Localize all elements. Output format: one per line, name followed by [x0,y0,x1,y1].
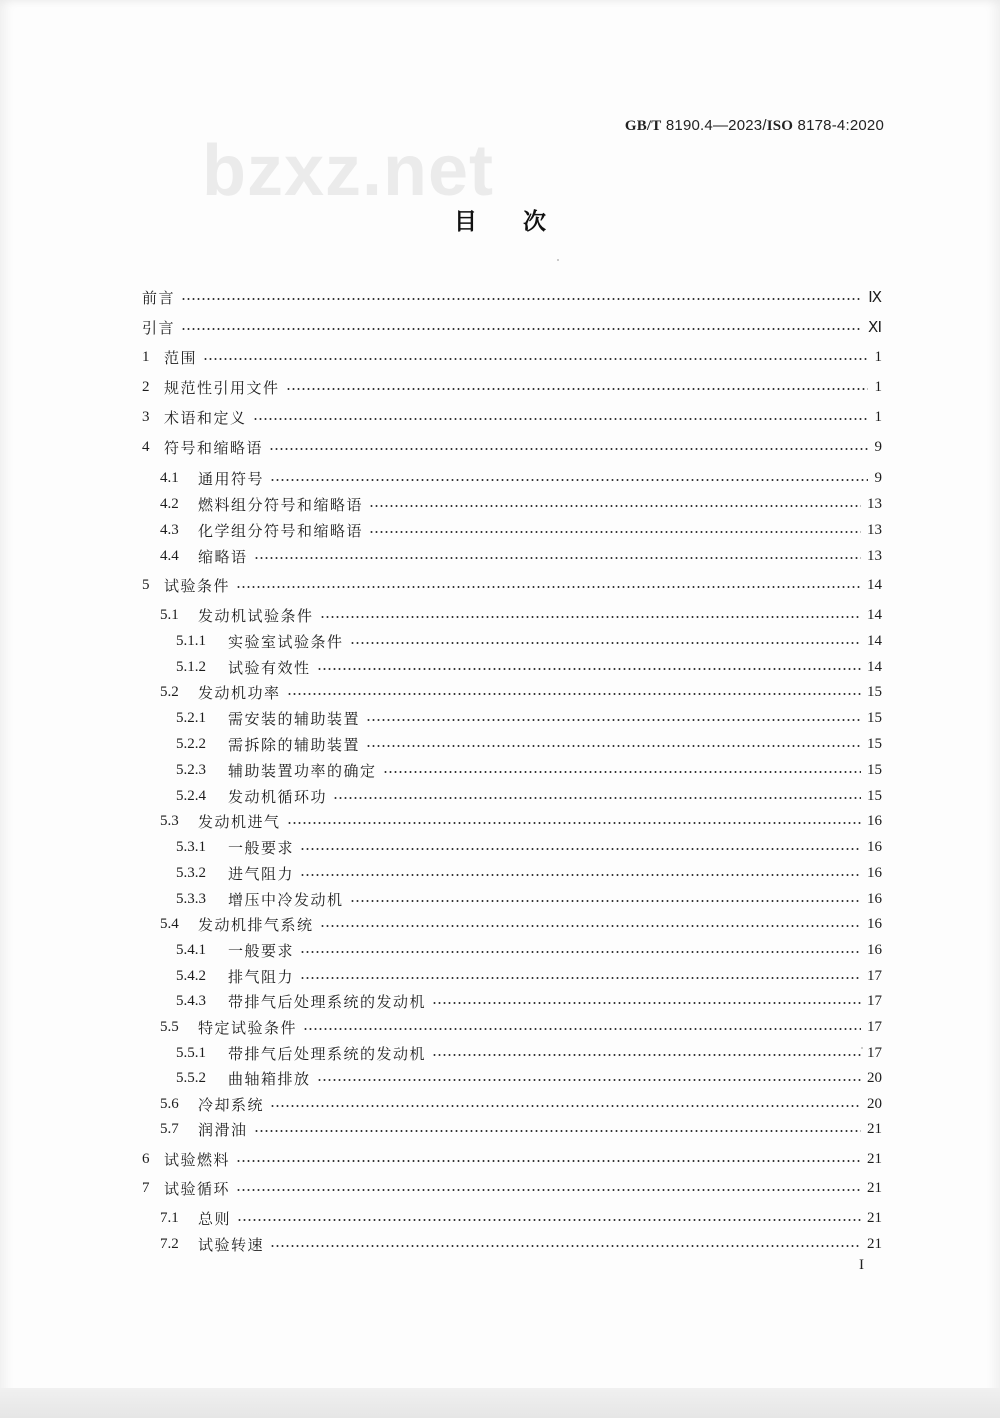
toc-entry-number: 5.1 [160,606,179,623]
toc-entry-number: 5.5.2 [176,1069,206,1086]
toc-entry-label: 试验燃料 [164,1150,231,1169]
toc-entry[interactable] [160,466,882,490]
toc-entry[interactable] [176,629,882,653]
toc-entry-page: 16 [867,915,882,932]
toc-entry[interactable] [160,809,882,833]
iso-number: 8178-4:2020 [797,117,884,134]
toc-dot-leader [236,1189,861,1191]
toc-dot-leader [350,900,861,902]
toc-dot-leader [269,448,868,450]
toc-entry-label: 冷却系统 [198,1095,265,1114]
toc-dot-leader [181,298,862,300]
toc-entry[interactable] [142,405,882,429]
toc-entry-number: 4.1 [160,469,179,486]
toc-entry-page: 9 [874,469,882,486]
toc-entry-number: 1 [142,348,150,365]
toc-entry-number: 5.3.3 [176,890,206,907]
toc-dot-leader [300,977,861,979]
toc-entry[interactable] [176,706,882,730]
toc-entry-label: 带排气后处理系统的发动机 [228,1044,427,1063]
toc-entry-number: 5.4.2 [176,967,206,984]
toc-entry-page: 17 [867,992,882,1009]
toc-entry-number: 5.2.1 [176,709,206,726]
toc-entry-page: 1 [874,378,882,395]
toc-dot-leader [369,531,861,533]
toc-entry-number: 6 [142,1150,150,1167]
toc-entry-page: 21 [867,1120,882,1137]
toc-entry-number: 5.3.1 [176,838,206,855]
toc-entry-label: 一般要求 [228,838,295,857]
toc-entry-number: 5.1.2 [176,658,206,675]
toc-dot-leader [350,642,861,644]
toc-entry-page: 17 [867,967,882,984]
toc-dot-leader [253,418,868,420]
toc-entry-page: 21 [867,1150,882,1167]
toc-entry-label: 发动机试验条件 [198,606,314,625]
toc-dot-leader [300,951,861,953]
toc-entry-number: 5.2 [160,683,179,700]
toc-entry-page: 20 [867,1069,882,1086]
toc-entry-label: 引言 [142,318,176,337]
toc-entry-page: 13 [867,547,882,564]
toc-dot-leader [236,586,861,588]
toc-entry-label: 进气阻力 [228,864,295,883]
toc-entry-label: 前言 [142,288,176,307]
toc-dot-leader [432,1054,861,1056]
toc-entry-label: 通用符号 [198,469,265,488]
watermark: bzxz.net [202,131,495,211]
toc-entry-page: 17 [867,1044,882,1061]
page-folio: I [859,1257,864,1273]
toc-entry-page: 16 [867,890,882,907]
toc-entry-number: 5 [142,576,150,593]
toc-entry-label: 发动机循环功 [228,787,328,806]
toc-entry[interactable] [160,544,882,568]
toc-entry[interactable] [176,938,882,962]
toc-entry-label: 一般要求 [228,941,295,960]
toc-entry-label: 范围 [164,348,198,367]
toc-entry-label: 辅助装置功率的确定 [228,761,377,780]
toc-entry[interactable] [176,835,882,859]
toc-entry-number: 5.4.3 [176,992,206,1009]
toc-entry[interactable] [176,887,882,911]
toc-dot-leader [300,874,861,876]
toc-entry-label: 特定试验条件 [198,1018,298,1037]
toc-entry-label: 润滑油 [198,1120,248,1139]
toc-entry[interactable] [142,345,882,369]
toc-entry-label: 化学组分符号和缩略语 [198,521,364,540]
scan-speck [861,1047,863,1049]
toc-entry[interactable] [176,758,882,782]
toc-dot-leader [432,1002,861,1004]
toc-entry-page: 15 [867,735,882,752]
toc-dot-leader [181,328,862,330]
toc-entry[interactable] [142,285,882,309]
toc-entry[interactable] [160,492,882,516]
toc-entry-label: 排气阻力 [228,967,295,986]
toc-entry-label: 规范性引用文件 [164,378,280,397]
toc-entry-page: 17 [867,1018,882,1035]
toc-entry[interactable] [160,1015,882,1039]
toc-entry-number: 5.4 [160,915,179,932]
toc-dot-leader [383,771,861,773]
standard-prefix: GB/T [624,118,662,134]
toc-entry-label: 增压中冷发动机 [228,890,344,909]
toc-entry-label: 发动机进气 [198,812,281,831]
toc-entry-number: 4.3 [160,521,179,538]
toc-entry-page: 16 [867,864,882,881]
toc-entry-page: 13 [867,495,882,512]
toc-entry-page: 9 [874,438,882,455]
toc-dot-leader [320,925,861,927]
toc-dot-leader [270,1245,861,1247]
toc-entry-page: 21 [867,1209,882,1226]
toc-entry[interactable] [160,603,882,627]
toc-dot-leader [333,797,861,799]
toc-entry-page: Ⅸ [868,289,882,306]
toc-entry-page: 13 [867,521,882,538]
toc-dot-leader [254,557,861,559]
toc-dot-leader [270,1105,861,1107]
toc-dot-leader [287,822,861,824]
toc-entry-number: 4.4 [160,547,179,564]
toc-entry[interactable] [176,989,882,1013]
page-title-text: 目次 [454,208,592,235]
toc-entry-number: 5.7 [160,1120,179,1137]
toc-entry-page: 16 [867,941,882,958]
toc-entry-number: 4 [142,438,150,455]
toc-dot-leader [237,1219,861,1221]
toc-entry[interactable] [176,732,882,756]
toc-entry[interactable] [176,861,882,885]
toc-entry-page: 16 [867,838,882,855]
toc-entry-page: 15 [867,761,882,778]
toc-entry[interactable] [176,1041,882,1065]
toc-entry[interactable] [176,784,882,808]
toc-dot-leader [287,693,861,695]
toc-dot-leader [366,745,861,747]
toc-entry-page: 16 [867,812,882,829]
standard-number: 8190.4—2023/ [665,117,767,134]
toc-entry-label: 试验转速 [198,1235,265,1254]
toc-entry[interactable] [160,680,882,704]
toc-entry-page: 15 [867,709,882,726]
toc-entry[interactable] [142,1147,882,1171]
toc-entry-number: 7.1 [160,1209,179,1226]
toc-entry[interactable] [176,655,882,679]
toc-entry-page: 20 [867,1095,882,1112]
toc-dot-leader [366,719,861,721]
toc-entry[interactable] [160,1206,882,1230]
toc-entry-page: Ⅺ [868,319,882,336]
toc-entry-label: 试验循环 [164,1179,231,1198]
toc-entry-number: 5.3 [160,812,179,829]
toc-dot-leader [303,1028,861,1030]
toc-entry-label: 带排气后处理系统的发动机 [228,992,427,1011]
toc-dot-leader [286,388,868,390]
toc-entry-page: 1 [874,408,882,425]
toc-entry[interactable] [142,435,882,459]
toc-entry[interactable] [176,1066,882,1090]
toc-entry-label: 曲轴箱排放 [228,1069,311,1088]
toc-entry-label: 试验有效性 [228,658,311,677]
iso-prefix: ISO [766,118,794,134]
toc-dot-leader [300,848,861,850]
toc-entry-label: 实验室试验条件 [228,632,344,651]
toc-dot-leader [317,668,861,670]
toc-entry-number: 5.4.1 [176,941,206,958]
toc-entry-number: 5.6 [160,1095,179,1112]
toc-entry[interactable] [142,573,882,597]
toc-entry-number: 5.5.1 [176,1044,206,1061]
viewer-bottom-bar [0,1388,1000,1418]
toc-entry-page: 21 [867,1179,882,1196]
toc-entry-number: 2 [142,378,150,395]
scan-speck [557,259,559,261]
toc-dot-leader [320,616,861,618]
toc-entry-page: 14 [867,658,882,675]
toc-entry-label: 符号和缩略语 [164,438,264,457]
toc-dot-leader [254,1130,861,1132]
toc-entry-page: 1 [874,348,882,365]
toc-entry-page: 15 [867,683,882,700]
toc-entry-label: 发动机排气系统 [198,915,314,934]
toc-entry-number: 5.1.1 [176,632,206,649]
toc-entry-page: 14 [867,632,882,649]
toc-entry-number: 7.2 [160,1235,179,1252]
toc-entry-label: 总则 [198,1209,232,1228]
toc-entry[interactable] [142,375,882,399]
toc-entry-label: 需拆除的辅助装置 [228,735,361,754]
toc-entry[interactable] [142,315,882,339]
toc-entry-label: 需安装的辅助装置 [228,709,361,728]
toc-entry-number: 4.2 [160,495,179,512]
toc-dot-leader [369,505,861,507]
toc-entry-label: 发动机功率 [198,683,281,702]
toc-entry-number: 5.5 [160,1018,179,1035]
toc-entry[interactable] [160,518,882,542]
toc-entry[interactable] [142,1176,882,1200]
toc-entry-label: 试验条件 [164,576,231,595]
toc-dot-leader [270,479,868,481]
toc-entry-number: 5.2.2 [176,735,206,752]
toc-entry-number: 5.2.3 [176,761,206,778]
toc-entry-label: 术语和定义 [164,408,247,427]
toc-dot-leader [317,1079,861,1081]
toc-entry-page: 15 [867,787,882,804]
toc-entry-number: 5.2.4 [176,787,206,804]
toc-entry-page: 14 [867,606,882,623]
toc-entry[interactable] [176,964,882,988]
toc-entry-page: 21 [867,1235,882,1252]
toc-entry-label: 缩略语 [198,547,248,566]
toc-entry-page: 14 [867,576,882,593]
toc-dot-leader [203,358,868,360]
toc-entry-label: 燃料组分符号和缩略语 [198,495,364,514]
toc-entry-number: 7 [142,1179,150,1196]
toc-entry[interactable] [160,1117,882,1141]
toc-entry[interactable] [160,912,882,936]
toc-entry[interactable] [160,1092,882,1116]
toc-dot-leader [236,1160,861,1162]
toc-entry[interactable] [160,1232,882,1256]
toc-entry-number: 3 [142,408,150,425]
toc-entry-number: 5.3.2 [176,864,206,881]
